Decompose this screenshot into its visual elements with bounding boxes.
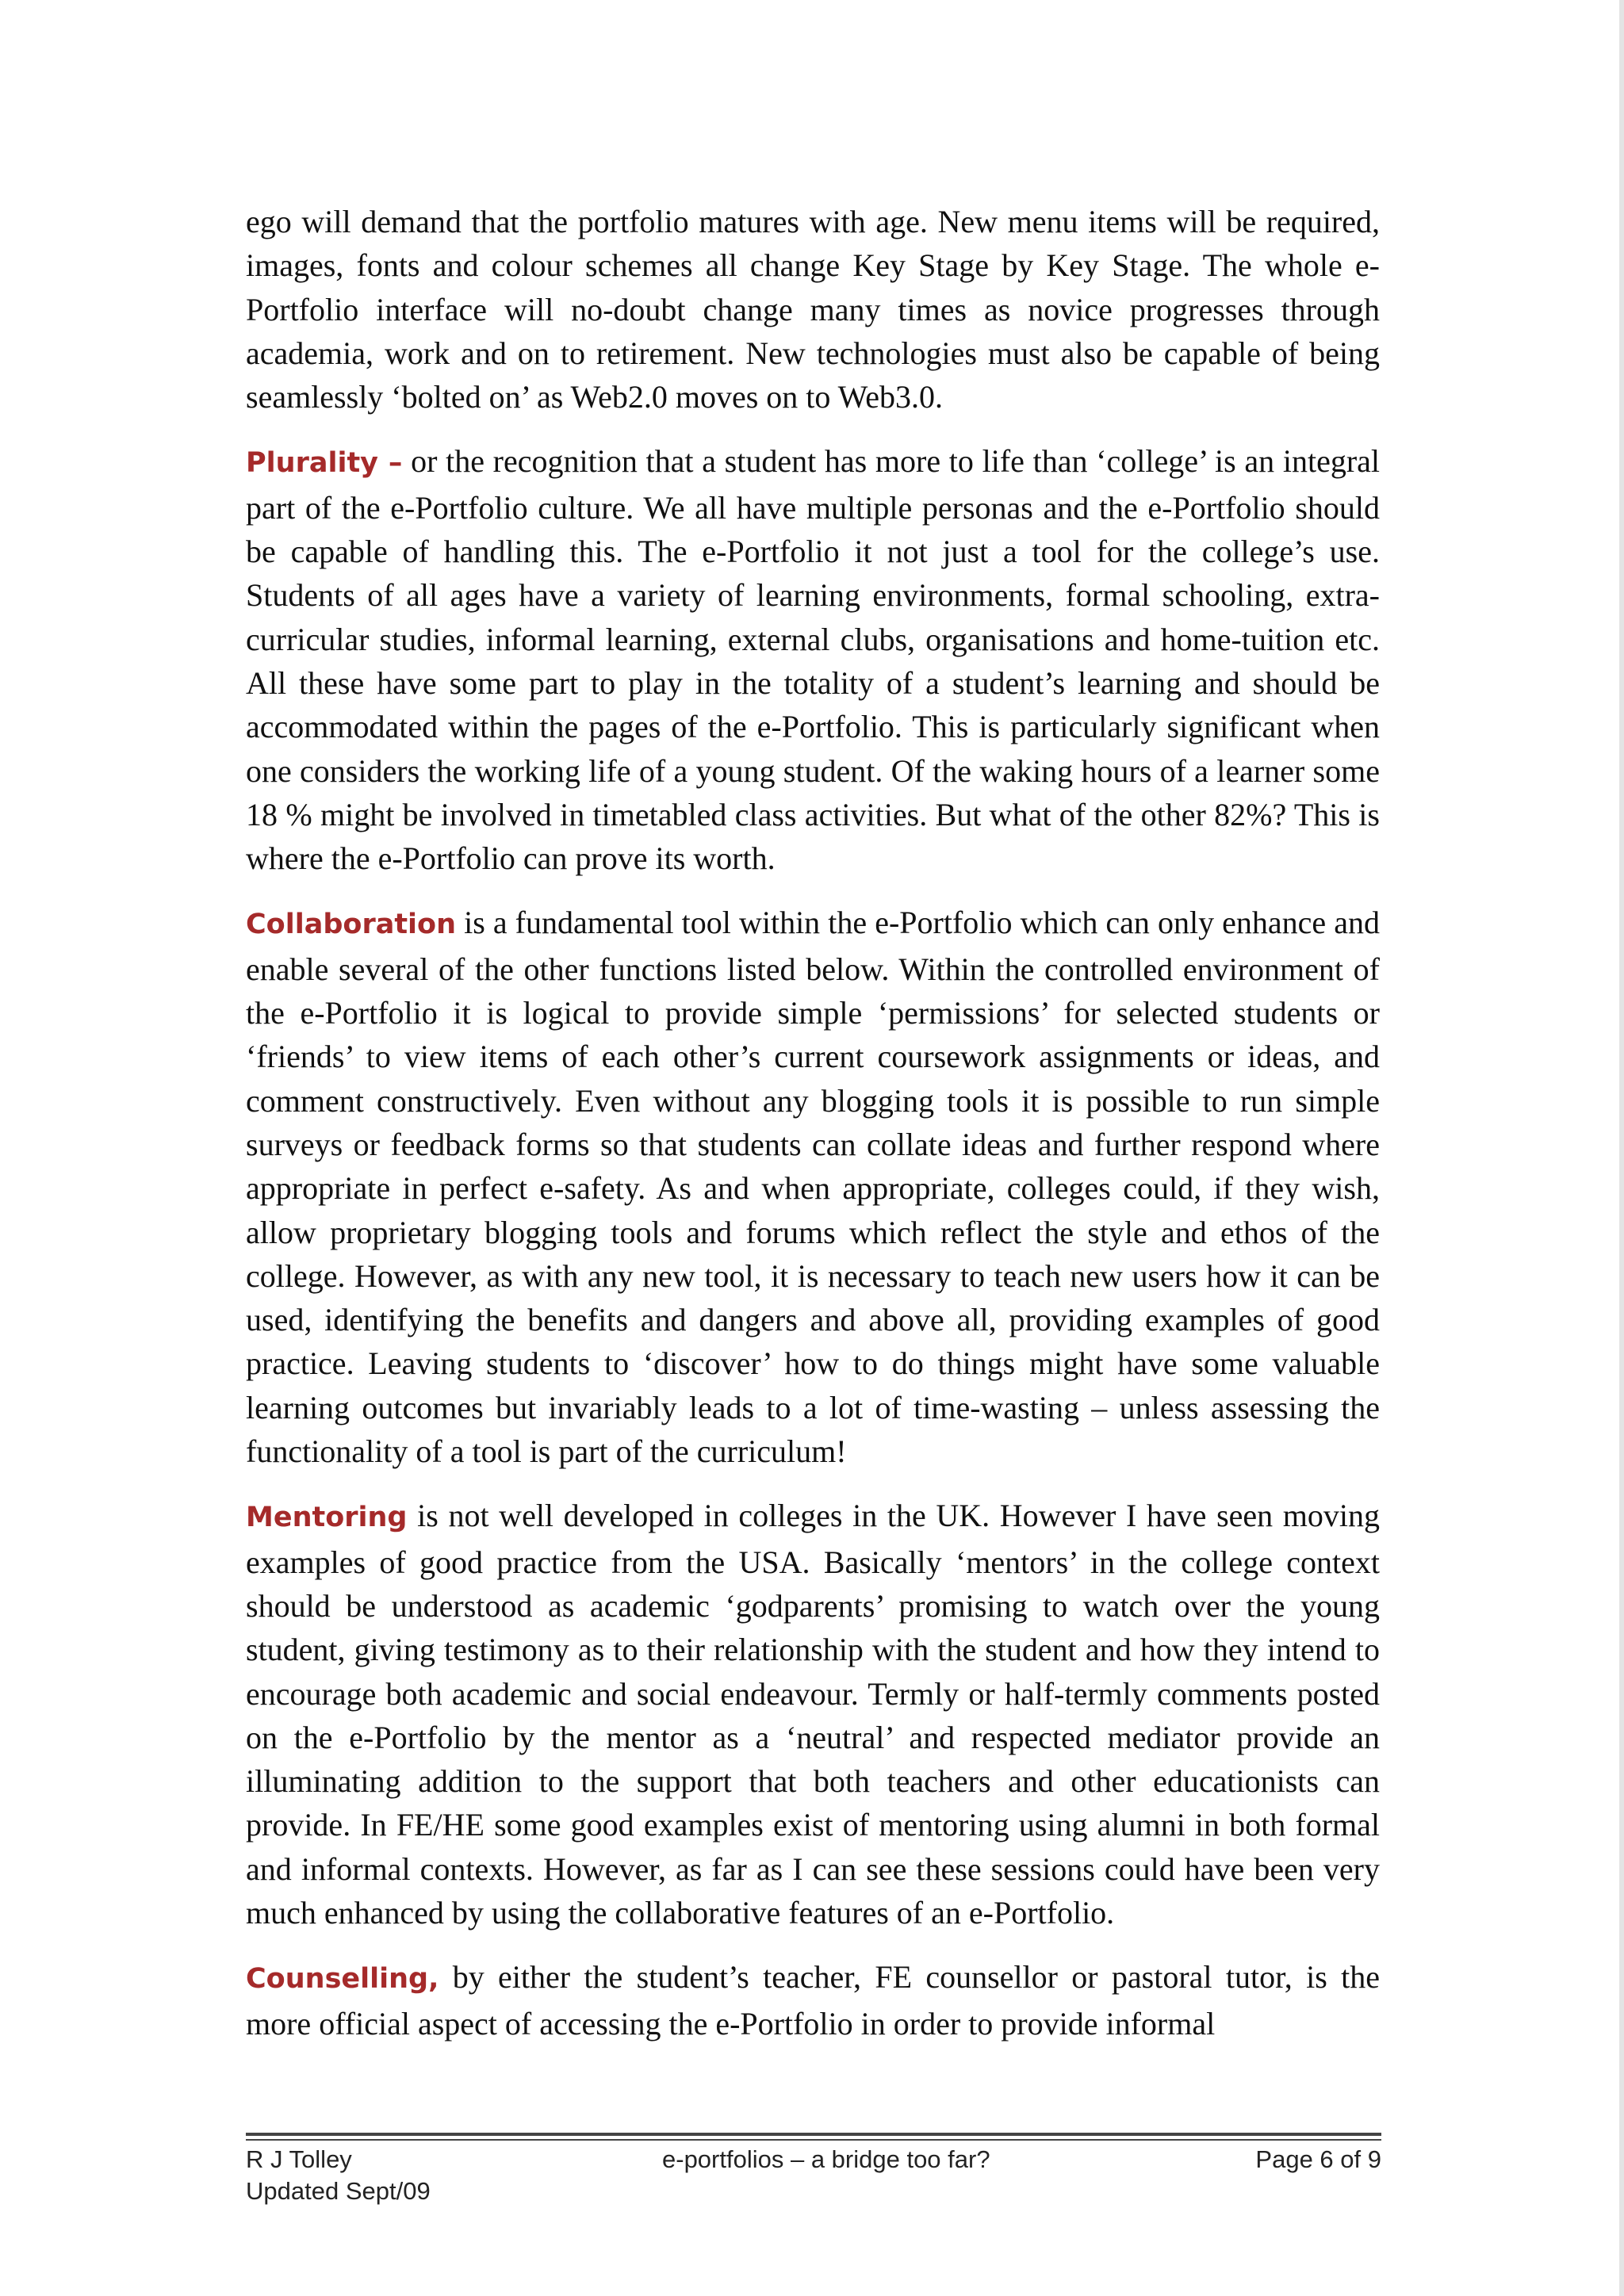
paragraph-text: is a fundamental tool within the e-Portfolio which can only enhance and enable several of the other functions listed below. Within the controlled environment of the e-Portfolio it is logical to provide simple ‘permissions’ for selected students or ‘friends’ to view items of each other’s current coursework assignments or ideas, and comment constructively. Even without any blogging tools it is possible to run simple surveys or feedback forms so that students can collate ideas and further respond where appropriate in perfect e-safety. As and when appropriate, colleges could, if they wish, allow proprietary blogging tools and forums which reflect the style and ethos of the college. However, as with any new tool, it is necessary to teach new users how it can be used, identifying the benefits and dangers and above all, providing examples of good practice. Leaving students to ‘discover’ how to do things might have some valuable learning outcomes but invariably leads to a lot of time-wasting – unless assessing the functionality of a tool is part of the curriculum! <box>246 905 1380 1470</box>
keyword-mentoring: Mentoring <box>246 1502 408 1534</box>
paragraph-mentoring <box>246 1494 1380 1934</box>
page-footer <box>246 2144 1381 2207</box>
paragraph-text: or the recognition that a student has more to life than ‘college’ is an integral part of the e-Portfolio culture. We all have multiple personas and the e-Portfolio should be capable of handling this. The e-Portfolio it not just a tool for the college’s use. Students of all ages have a variety of learning environments, formal schooling, extra-curricular studies, informal learning, external clubs, organisations and home-tuition etc. All these have some part to play in the totality of a student’s learning and should be accommodated within the pages of the e-Portfolio. This is particularly significant when one considers the working life of a young student. Of the waking hours of a learner some 18 % might be involved in timetabled class activities. But what of the other 82%? This is where the e-Portfolio can prove its worth. <box>246 443 1381 877</box>
paragraph-collaboration <box>246 901 1380 1473</box>
paragraph-text: by either the student’s teacher, FE counsellor or pastoral tutor, is the more official aspect of accessing the e-Portfolio in order to provide informal <box>246 1959 1380 2042</box>
footer-page-number: Page 6 of 9 <box>1255 2145 1381 2173</box>
keyword-counselling: Counselling, <box>246 1963 439 1996</box>
footer-updated: Updated Sept/09 <box>246 2177 431 2205</box>
footer-divider-thin <box>246 2139 1381 2141</box>
page-edge-shadow <box>1619 0 1624 2296</box>
footer-author: R J Tolley <box>246 2145 352 2173</box>
paragraph-text: ego will demand that the portfolio matures with age. New menu items will be required, images, fonts and colour schemes all change Key Stage by Key Stage. The whole e-Portfolio interface will no-doubt change many times as novice progresses through academia, work and on to retirement. New technologies must also be capable of being seamlessly ‘bolted on’ as Web2.0 moves on to Web3.0. <box>246 204 1380 415</box>
document-body <box>246 200 1380 2066</box>
footer-divider <box>246 2133 1381 2136</box>
paragraph-plurality <box>246 439 1380 880</box>
footer-title: e-portfolios – a bridge too far? <box>662 2145 990 2173</box>
keyword-plurality: Plurality – <box>246 447 403 480</box>
paragraph-counselling <box>246 1955 1380 2045</box>
keyword-collaboration: Collaboration <box>246 909 457 941</box>
paragraph-text: is not well developed in colleges in the UK. However I have seen moving examples of good practice from the USA. Basically ‘mentors’ in the college context should be understood as academic ‘godparents’ promising to watch over the young student, giving testimony as to their relationship with the student and how they intend to encourage both academic and social endeavour. Termly or half-termly comments posted on the e-Portfolio by the mentor as a ‘neutral’ and respected mediator provide an illuminating addition to the support that both teachers and other educationists can provide. In FE/HE some good examples exist of mentoring using alumni in both formal and informal contexts. However, as far as I can see these sessions could have been very much enhanced by using the collaborative features of an e-Portfolio. <box>246 1498 1380 1931</box>
paragraph-continuation <box>246 200 1380 419</box>
